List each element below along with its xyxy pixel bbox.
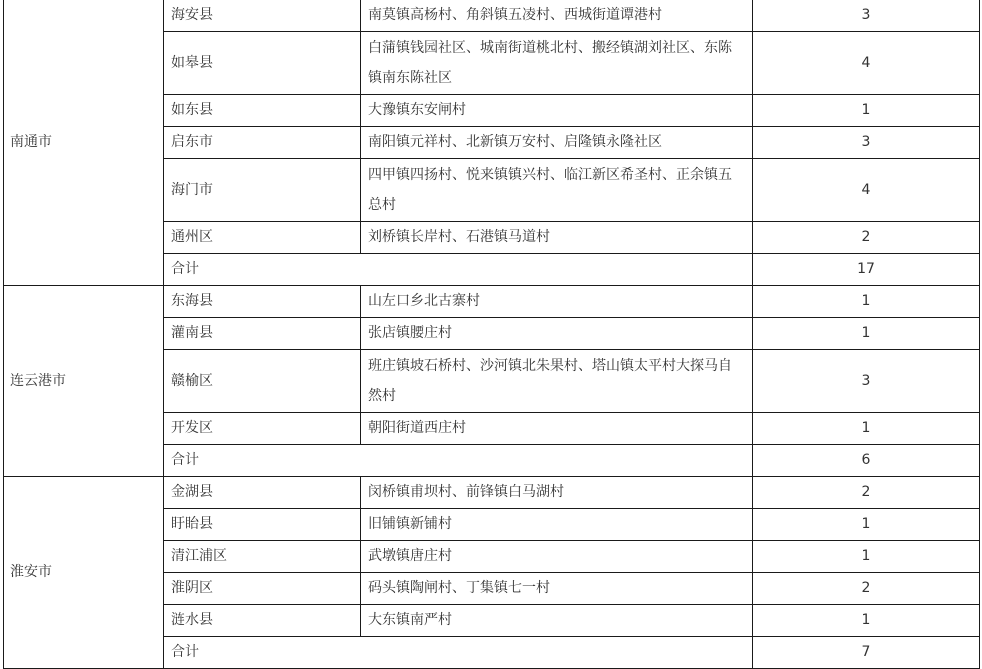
total-count: 6 (753, 445, 980, 477)
count-cell: 1 (753, 286, 980, 318)
villages-cell: 闵桥镇甫坝村、前锋镇白马湖村 (361, 477, 753, 509)
count-cell: 1 (753, 509, 980, 541)
villages-cell: 白蒲镇钱园社区、城南街道桃北村、搬经镇湖刘社区、东陈镇南东陈社区 (361, 32, 753, 95)
district-cell: 海安县 (164, 0, 361, 32)
total-label: 合计 (164, 254, 753, 286)
city-cell: 南通市 (4, 0, 164, 286)
count-cell: 1 (753, 605, 980, 637)
count-cell: 3 (753, 350, 980, 413)
villages-cell: 张店镇腰庄村 (361, 318, 753, 350)
district-cell: 海门市 (164, 159, 361, 222)
villages-cell: 班庄镇坡石桥村、沙河镇北朱果村、塔山镇太平村大探马自然村 (361, 350, 753, 413)
count-cell: 3 (753, 0, 980, 32)
count-cell: 2 (753, 477, 980, 509)
district-cell: 如皋县 (164, 32, 361, 95)
city-cell: 连云港市 (4, 286, 164, 477)
district-cell: 开发区 (164, 413, 361, 445)
district-cell: 涟水县 (164, 605, 361, 637)
total-label: 合计 (164, 445, 753, 477)
count-cell: 4 (753, 32, 980, 95)
villages-cell: 山左口乡北古寨村 (361, 286, 753, 318)
district-cell: 赣榆区 (164, 350, 361, 413)
count-cell: 4 (753, 159, 980, 222)
table-row (4, 477, 980, 509)
villages-cell: 武墩镇唐庄村 (361, 541, 753, 573)
district-cell: 通州区 (164, 222, 361, 254)
count-cell: 1 (753, 541, 980, 573)
district-cell: 灌南县 (164, 318, 361, 350)
villages-cell: 刘桥镇长岸村、石港镇马道村 (361, 222, 753, 254)
total-count: 17 (753, 254, 980, 286)
total-label: 合计 (164, 637, 753, 669)
villages-cell: 四甲镇四扬村、悦来镇镇兴村、临江新区希圣村、正余镇五总村 (361, 159, 753, 222)
count-cell: 1 (753, 95, 980, 127)
district-cell: 金湖县 (164, 477, 361, 509)
villages-cell: 南莫镇高杨村、角斜镇五凌村、西城街道谭港村 (361, 0, 753, 32)
villages-cell: 朝阳街道西庄村 (361, 413, 753, 445)
table-row (4, 0, 980, 32)
count-cell: 2 (753, 573, 980, 605)
villages-cell: 南阳镇元祥村、北新镇万安村、启隆镇永隆社区 (361, 127, 753, 159)
village-table (3, 0, 980, 669)
district-cell: 东海县 (164, 286, 361, 318)
district-cell: 如东县 (164, 95, 361, 127)
district-cell: 淮阴区 (164, 573, 361, 605)
city-cell: 淮安市 (4, 477, 164, 669)
count-cell: 2 (753, 222, 980, 254)
villages-cell: 大东镇南严村 (361, 605, 753, 637)
table-row (4, 286, 980, 318)
villages-cell: 码头镇陶闸村、丁集镇七一村 (361, 573, 753, 605)
district-cell: 清江浦区 (164, 541, 361, 573)
district-cell: 盱眙县 (164, 509, 361, 541)
count-cell: 3 (753, 127, 980, 159)
villages-cell: 旧铺镇新铺村 (361, 509, 753, 541)
villages-cell: 大豫镇东安闸村 (361, 95, 753, 127)
district-cell: 启东市 (164, 127, 361, 159)
count-cell: 1 (753, 413, 980, 445)
total-count: 7 (753, 637, 980, 669)
count-cell: 1 (753, 318, 980, 350)
